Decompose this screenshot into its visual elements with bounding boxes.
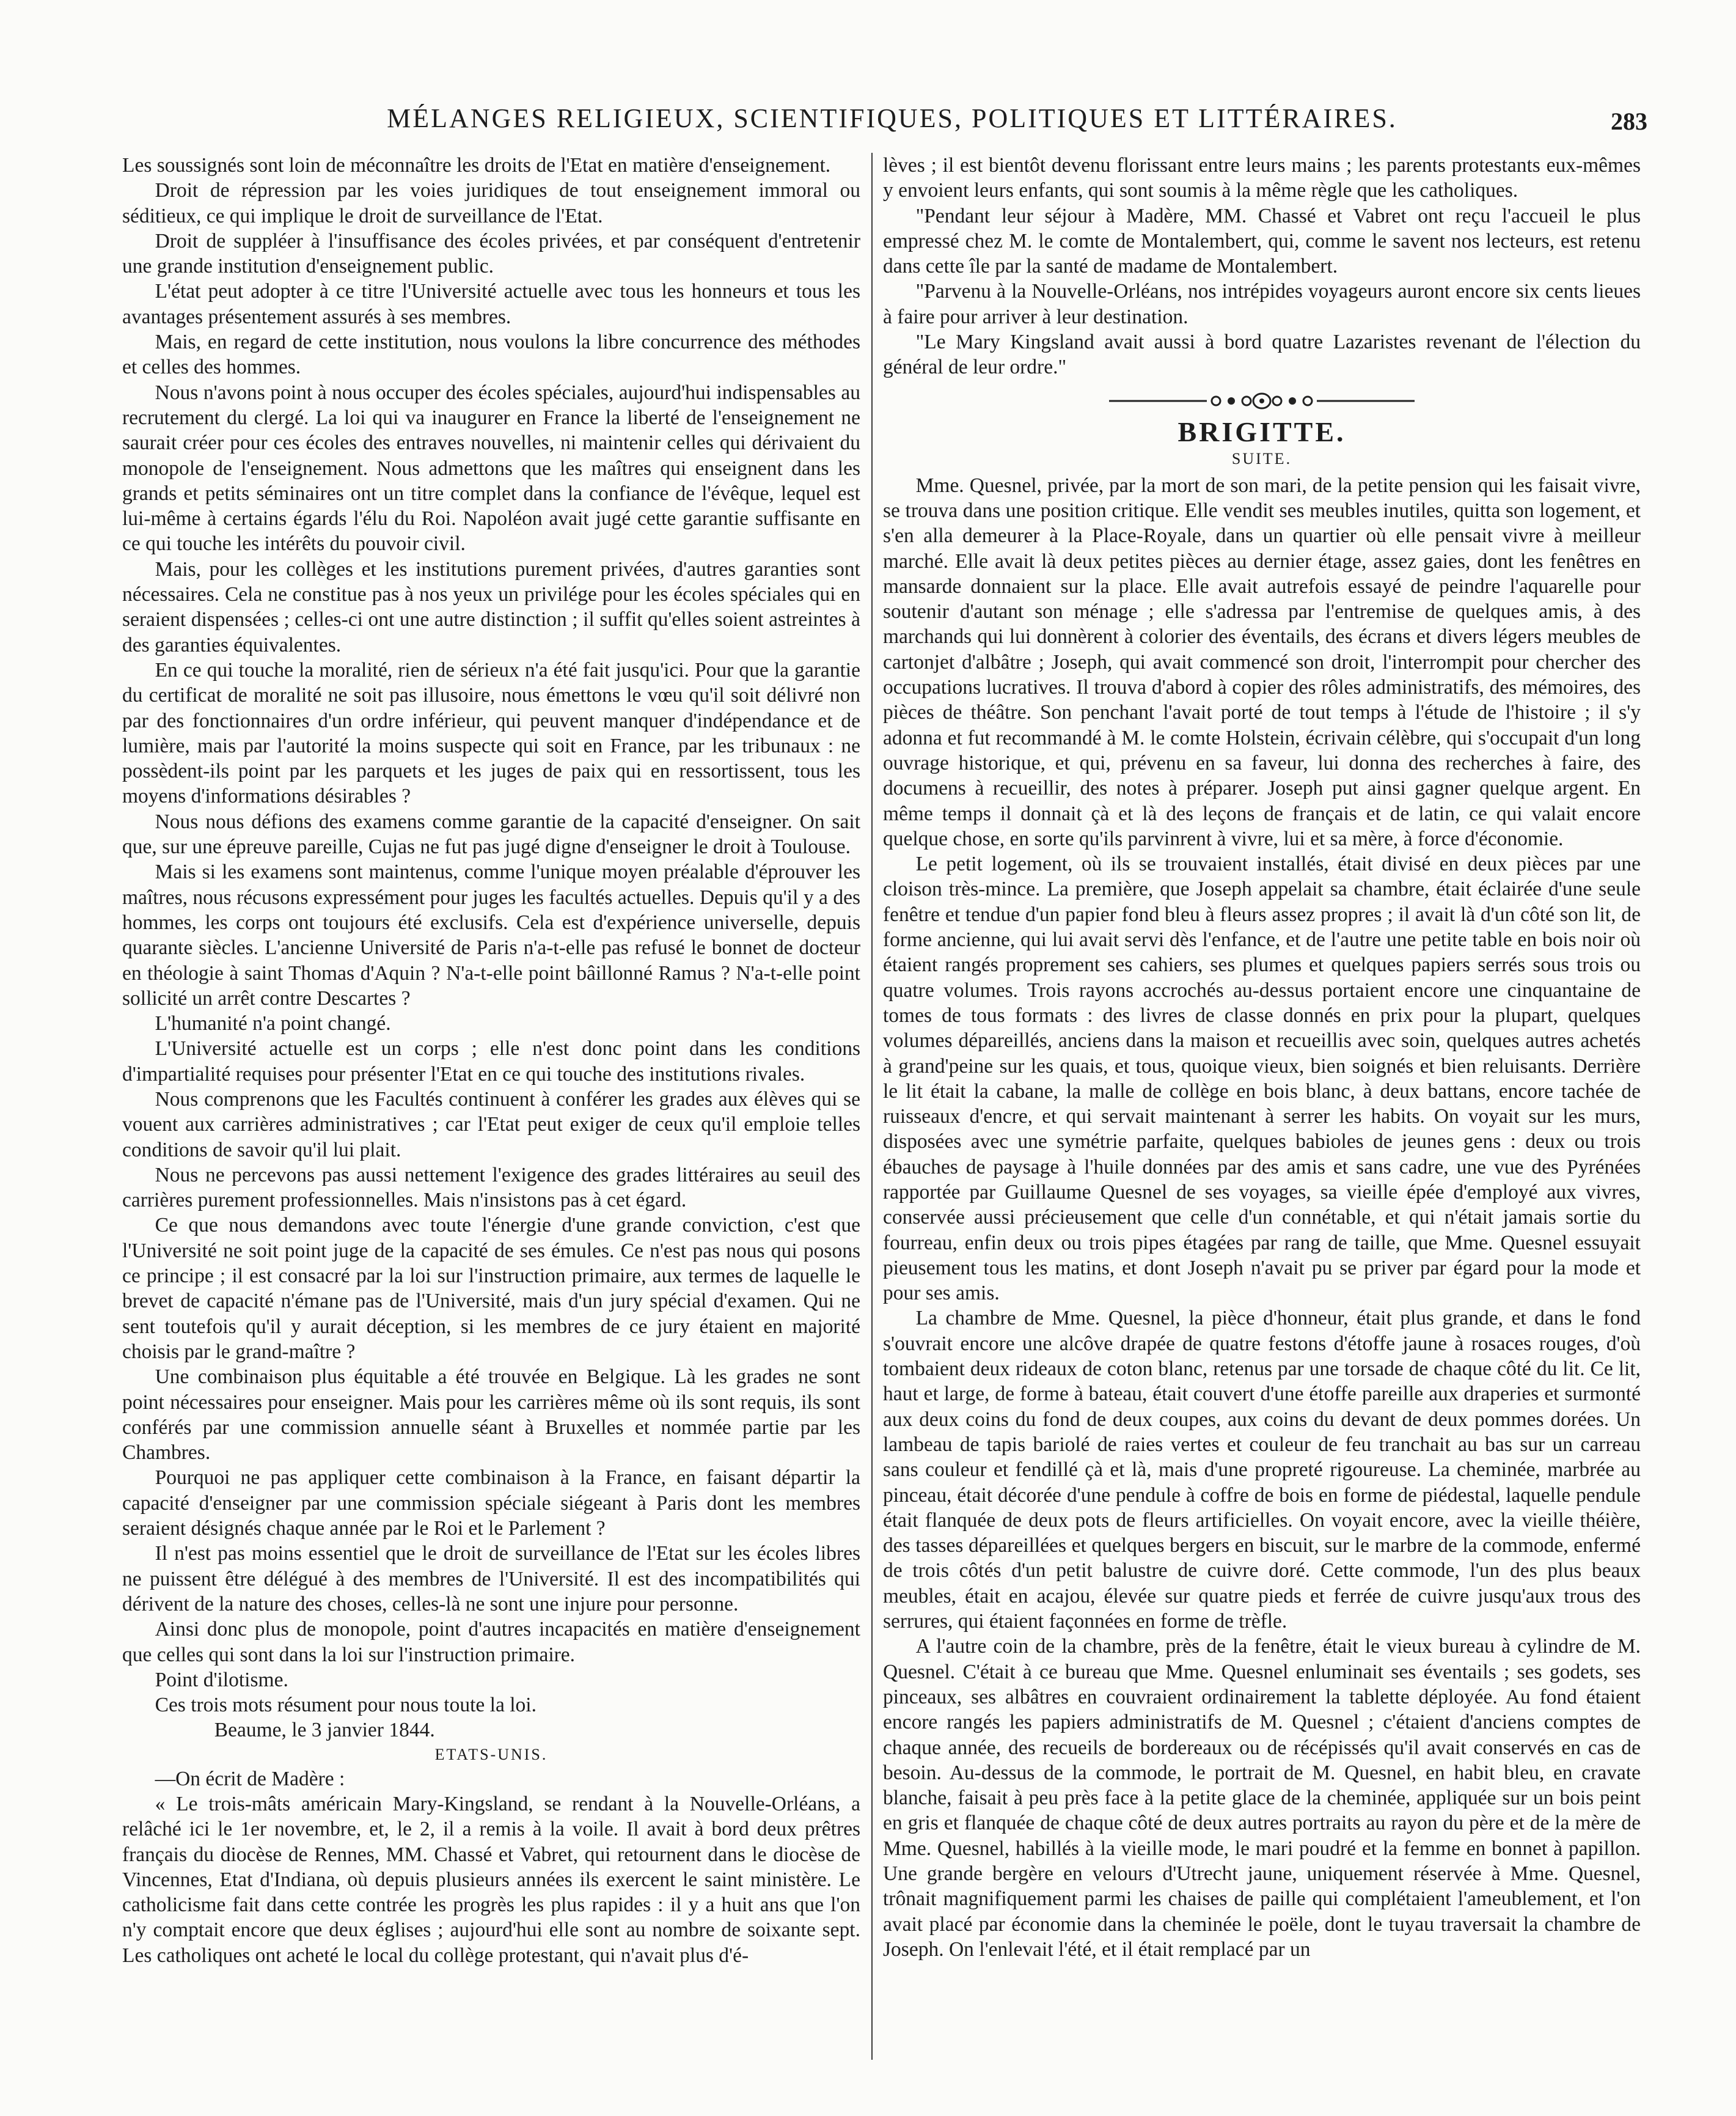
left-column <box>122 153 860 2066</box>
paragraph: Nous ne percevons pas aussi nettement l'exigence des grades littéraires au seuil des carrières purement professionnelles. Mais n'insistons pas à cet égard. <box>122 1163 860 1212</box>
paragraph: En ce qui touche la moralité, rien de sérieux n'a été fait jusqu'ici. Pour que la garantie du certificat de moralité ne soit pas illusoire, nous émettons le vœu qu'il soit délivré non par des fonctionnaires d'un ordre inférieur, qui peuvent manquer d'indépendance et de lumière, mais par l'autorité la moins suspecte qui soit en France, par les tribunaux : ne possèdent-ils point par les parquets et les juges de paix qui en ressortissent, tous les moyens d'informations désirables ? <box>122 658 860 808</box>
paragraph: Le petit logement, où ils se trouvaient installés, était divisé en deux pièces par une cloison très-mince. La première, que Joseph appelait sa chambre, était éclairée d'une seule fenêtre et tendue d'un papier fond bleu à fleurs assez propres ; il avait là d'un côté son lit, de forme ancienne, qui lui avait servi dès l'enfance, et de l'autre une petite table en bois noir où étaient rangés proprement ses cahiers, ses plumes et quelques papiers serrés sous trois ou quatre volumes. Trois rayons accrochés au-dessus portaient encore une cinquantaine de tomes de tous formats : des livres de classe donnés en prix pour la plupart, quelques volumes dépareillés, anciens dans la maison et recueillis avec soin, quelques autres achetés à grand'peine sur les quais, et tous, quoique vieux, bien soignés et bien reluisants. Derrière le lit était la cabane, la malle de collège en bois blanc, à deux battans, encore tachée de ruisseaux d'encre, et qui servait maintenant à serrer les habits. On voyait sur les murs, disposées avec une symétrie parfaite, quelques babioles de jeunes gens : deux ou trois ébauches de paysage à l'huile données par des amis et sans cadre, une vue des Pyrénées rapportée par Guillaume Quesnel de ses voyages, sa vieille épée d'employé aux vivres, conservée aussi précieusement que celle d'un connétable, et qui n'était jamais sortie du fourreau, enfin deux ou trois pipes étagées par rang de taille, que Mme. Quesnel essuyait pieusement tous les matins, et dont Joseph n'avait pu se priver par égard pour la mode et pour ses amis. <box>883 853 1641 1305</box>
paragraph: Ce que nous demandons avec toute l'énergie d'une grande conviction, c'est que l'Université ne soit point juge de la capacité de ses émules. Ce n'est pas nous qui posons ce principe ; il est consacré par la loi sur l'instruction primaire, aux termes de laquelle le brevet de capacité n'émane pas de l'Université, mais d'un jury spécial d'examen. Qui ne sent toutefois qu'il y aurait déception, si les membres de ce jury étaient en majorité choisis par le grand-maître ? <box>122 1214 860 1363</box>
letter-paragraph: « Le trois-mâts américain Mary-Kingsland, se rendant à la Nouvelle-Orléans, a relâché ici le 1er novembre, et, le 2, il a remis à la voile. Il avait à bord deux prêtres français du diocèse de Rennes, MM. Chassé et Vabret, qui retournent dans le diocèse de Vincennes, Etat d'Indiana, où depuis plusieurs années ils exercent le saint ministère. Le catholicisme fait dans cette contrée les progrès les plus rapides : il y a huit ans que l'on n'y comptait encore que deux églises ; aujourd'hui elle sont au nombre de soixante sept. Les catholiques ont acheté le local du collège protestant, qui n'avait plus d'é- <box>122 1793 860 1967</box>
story-title: BRIGITTE. <box>1177 416 1346 447</box>
paragraph: Ces trois mots résument pour nous toute la loi. <box>155 1694 537 1717</box>
paragraph: Nous nous défions des examens comme garantie de la capacité d'enseigner. On sait que, sur une épreuve pareille, Cujas ne fut pas jugé digne d'enseigner le droit à Toulouse. <box>122 810 860 859</box>
paragraph: "Pendant leur séjour à Madère, MM. Chassé et Vabret ont reçu l'accueil le plus empressé chez M. le comte de Montalembert, qui, comme le savent nos lecteurs, est retenu dans cette île par la santé de madame de Montalembert. <box>883 204 1641 278</box>
paragraph: Les soussignés sont loin de méconnaître les droits de l'Etat en matière d'enseignement. <box>122 154 831 177</box>
paragraph: Point d'ilotisme. <box>155 1668 288 1691</box>
paragraph: L'humanité n'a point changé. <box>155 1012 391 1035</box>
paragraph: "Parvenu à la Nouvelle-Orléans, nos intrépides voyageurs auront encore six cents lieues à faire pour arriver à leur destination. <box>883 280 1641 328</box>
signature-date: Beaume, le 3 janvier 1844. <box>214 1719 435 1742</box>
running-header: MÉLANGES RELIGIEUX, SCIENTIFIQUES, POLITIQUES ET LITTÉRAIRES. <box>387 103 1397 133</box>
paragraph: Nous n'avons point à nous occuper des écoles spéciales, aujourd'hui indispensables au recrutement du clergé. La loi qui va inaugurer en France la liberté de l'enseignement ne saurait créer pour ces écoles des entraves nouvelles, ni maintenir celles qui dérivaient du monopole de l'enseignement. Nous admettons que les maîtres qui enseignent dans les grands et petits séminaires ont un titre complet dans la confiance de l'évêque, lequel est lui-même à certains égards l'élu du Roi. Napoléon avait jugé cette garantie suffisante en ce qui touche les intérêts du pouvoir civil. <box>122 381 860 556</box>
paragraph: L'Université actuelle est un corps ; elle n'est donc point dans les conditions d'impartialité requises pour présenter l'Etat en ce qui touche des institutions rivales. <box>122 1037 860 1086</box>
paragraph: Il n'est pas moins essentiel que le droit de surveillance de l'Etat sur les écoles libres ne puissent être délégué à des membres de l'Université. Il est des incompatibilités qui dérivent de la nature des choses, celles-là ne sont une injure pour personne. <box>122 1542 860 1615</box>
paragraph: Droit de répression par les voies juridiques de tout enseignement immoral ou séditieux, ce qui implique le droit de surveillance de l'Etat. <box>122 179 860 227</box>
page-number: 283 <box>1611 108 1647 135</box>
story-subtitle: SUITE. <box>1231 449 1292 468</box>
section-heading: ETATS-UNIS. <box>434 1745 548 1763</box>
paragraph: Mais, en regard de cette institution, nous voulons la libre concurrence des méthodes et celles des hommes. <box>122 331 860 379</box>
letter-continuation: lèves ; il est bientôt devenu florissant entre leurs mains ; les parents protestants eux-mêmes y envoient leurs enfants, qui sont soumis à la même règle que les catholiques. <box>883 154 1641 202</box>
paragraph: Droit de suppléer à l'insuffisance des écoles privées, et par conséquent d'entretenir une grande institution d'enseignement public. <box>122 229 860 278</box>
paragraph: Mais, pour les collèges et les institutions purement privées, d'autres garanties sont nécessaires. Cela ne constitue pas à nos yeux un privilége pour les écoles spéciales qui en seraient dispensées ; celles-ci ont une autre distinction ; il suffit qu'elles soient astreintes à des garanties équivalentes. <box>122 557 860 656</box>
paragraph: A l'autre coin de la chambre, près de la fenêtre, était le vieux bureau à cylindre de M. Quesnel. C'était à ce bureau que Mme. Quesnel enluminait ses éventails ; ses godets, ses pinceaux, ses albâtres en couvraient ordinairement la tablette déployée. Au fond étaient encore rangés les papiers administratifs de M. Quesnel ; c'étaient d'anciens comptes de chaque année, des recueils de bordereaux ou de récépissés qu'il avait conservés en cas de besoin. Au-dessus de la commode, le portrait de M. Quesnel, en habit bleu, en cravate blanche, faisait à peu près face à la petite glace de la cheminée, appliquée sur un bois peint en gris et flanquée de chaque côté de deux autres portraits au rayon du père et de la mère de Mme. Quesnel, habillés à la vieille mode, le mari poudré et la femme en bonnet à papillon. Une grande bergère en velours d'Utrecht jaune, uniquement réservée à Mme. Quesnel, trônait magnifiquement parmi les chaises de paille qui complétaient l'ameublement, et l'on avait placé par économie dans la cheminée le poële, dont le tuyau traversait la chambre de Joseph. On l'enlevait l'été, et il était remplacé par un <box>883 1635 1641 1961</box>
paragraph: Pourquoi ne pas appliquer cette combinaison à la France, en faisant départir la capacité d'enseigner par une commission spéciale siégeant à Paris dont les membres seraient désignés chaque année par le Roi et le Parlement ? <box>122 1466 860 1540</box>
paragraph: Ainsi donc plus de monopole, point d'autres incapacités en matière d'enseignement que celles qui sont dans la loi sur l'instruction primaire. <box>122 1618 860 1666</box>
ornament-divider <box>1103 389 1421 413</box>
paragraph: "Le Mary Kingsland avait aussi à bord quatre Lazaristes revenant de l'élection du général de leur ordre." <box>883 331 1641 379</box>
paragraph: La chambre de Mme. Quesnel, la pièce d'honneur, était plus grande, et dans le fond s'ouvrait encore une alcôve drapée de quatre festons d'étoffe jaune à rosaces rouges, d'où tombaient deux rideaux de coton blanc, retenus par une torsade de chaque côté du lit. Ce lit, haut et large, de forme à bateau, était couvert d'une étoffe pareille aux draperies et surmonté aux deux coins du fond de deux coupes, aux coins du devant de deux pommes dorées. Un lambeau de tapis bariolé de raies vertes et couleur de feu tranchait au bas sur un carreau sans couleur et fendillé çà et là, mais d'une propreté rigoureuse. La cheminée, marbrée au pinceau, était décorée d'une pendule à coffre de bois en forme de piédestal, laquelle pendule était flanquée de deux pots de fleurs artificielles. On voyait encore, avec la vieille théière, des tasses dépareillées et quelques bergers en biscuit, sur le marbre de la commode, enfermé de trois côtés d'un petit balustre de cuivre doré. Cette commode, l'un des plus beaux meubles, était en acajou, élevée sur quatre pieds et ferrée de cuivre jusqu'aux trous des serrures, qui étaient façonnées en forme de trèfle. <box>883 1307 1641 1633</box>
paragraph: L'état peut adopter à ce titre l'Université actuelle avec tous les honneurs et tous les avantages présentement assurés à ses membres. <box>122 280 860 328</box>
paragraph: Mais si les examens sont maintenus, comme l'unique moyen préalable d'éprouver les maîtres, nous récusons expressément pour juges les facultés actuelles. Depuis qu'il y a des hommes, les corps ont toujours été exclusifs. Cela est d'expérience universelle, depuis quarante siècles. L'ancienne Université de Paris n'a-t-elle pas refusé le bonnet de docteur en théologie à saint Thomas d'Aquin ? N'a-t-elle point bâillonné Ramus ? N'a-t-elle point sollicité un arrêt contre Descartes ? <box>122 861 860 1010</box>
paragraph: Nous comprenons que les Facultés continuent à conférer les grades aux élèves qui se vouent aux carrières administratives ; car l'Etat peut exiger de ceux qu'il emploie telles conditions de savoir qu'il lui plait. <box>122 1087 860 1161</box>
paragraph: Mme. Quesnel, privée, par la mort de son mari, de la petite pension qui les faisait vivre, se trouva dans une position critique. Elle vendit ses meubles inutiles, quitta son logement, et s'en alla demeurer à la Place-Royale, dans un quartier où elle pensait vivre à meilleur marché. Elle avait là deux petites pièces au dernier étage, assez gaies, dont les fenêtres en mansarde donnaient sur la place. Elle avait autrefois essayé de peindre l'aquarelle pour soutenir d'autant son ménage ; elle s'adressa par l'entremise de quelques amis, à des marchands qui lui donnèrent à colorier des éventails, des écrans et divers légers meubles de cartonjet d'albâtre ; Joseph, qui avait commencé son droit, l'interrompit pour chercher des occupations lucratives. Il trouva d'abord à copier des rôles administratifs, des mémoires, des pièces de théâtre. Son penchant l'avait porté de tout temps à l'étude de l'histoire ; il s'y adonna et fut recommandé à M. le comte Holstein, écrivain célèbre, qui s'occupait d'un long ouvrage historique, et qui, prévenu en sa faveur, lui donna des recherches à faire, des documens à recueillir, des notes à préparer. Joseph put ainsi gagner quelque argent. En même temps il donnait çà et là des leçons de français et de latin, ce qui valait encore quelque chose, en sorte qu'ils parvinrent à vivre, lui et sa mère, à force d'économie. <box>883 474 1641 850</box>
column-divider <box>871 153 873 2060</box>
right-column <box>883 153 1641 2066</box>
dateline: —On écrit de Madère : <box>155 1767 345 1790</box>
paragraph: Une combinaison plus équitable a été trouvée en Belgique. Là les grades ne sont point nécessaires pour enseigner. Mais pour les carrières même où ils sont requis, ils sont conférés par une commission annuelle séant à Bruxelles et nommée partie par les Chambres. <box>122 1365 860 1464</box>
